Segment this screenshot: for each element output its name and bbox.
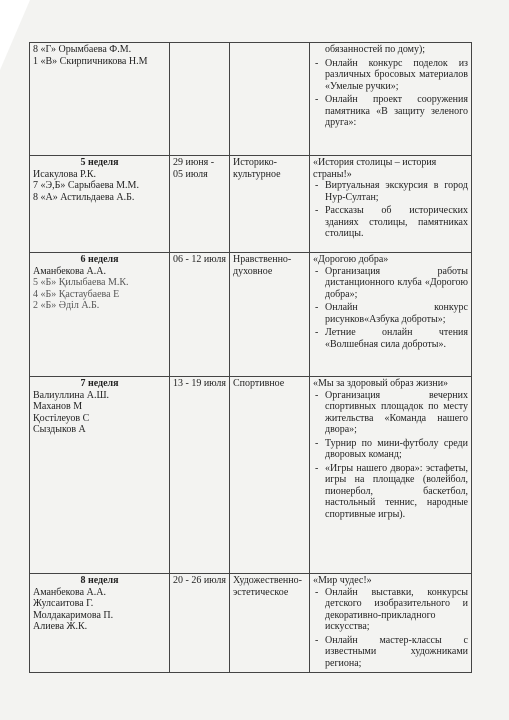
activity-item: - Онлайн мастер-классы с известными художниками региона;: [313, 635, 468, 670]
activities-cell: [310, 377, 472, 574]
dates-cell: [170, 43, 230, 156]
activity-item: - Летние онлайн чтения «Волшебная сила доброты».: [313, 327, 468, 350]
responsible-cell: [30, 574, 170, 673]
responsible-cell: [30, 156, 170, 253]
person-name: 1 «В» Скирпичникова Н.М: [33, 55, 148, 67]
table-row: [30, 156, 472, 253]
week-label: 5 неделя: [80, 157, 119, 168]
theme-title: «Дорогою добра»: [313, 254, 389, 265]
activity-item: - Онлайн выставки, конкурсы детского изобразительного и декоративно-прикладного искусства;: [313, 587, 468, 633]
responsible-cell: [30, 253, 170, 377]
dates-cell: 13 - 19 июля: [170, 377, 230, 574]
activities-cell: [310, 253, 472, 377]
theme-title: «Мы за здоровый образ жизни»: [313, 378, 449, 389]
direction-cell: [230, 43, 310, 156]
person-name: 8 «Г» Орымбаева Ф.М.: [33, 44, 132, 55]
responsible-cell: [30, 43, 170, 156]
activity-item: обязанностей по дому);: [325, 44, 426, 55]
person-name: Исакулова Р.К.: [33, 168, 96, 180]
week-label: 7 неделя: [80, 378, 119, 389]
activities-cell: [310, 43, 472, 156]
week-label: 8 неделя: [80, 575, 119, 586]
activity-item: - Онлайн конкурс рисунков«Азбука доброты»;: [313, 302, 468, 325]
week-label: 6 неделя: [80, 254, 119, 265]
table-row: [30, 253, 472, 377]
activities-cell: [310, 156, 472, 253]
person-name: Валиуллина А.Ш.: [33, 389, 110, 401]
person-name: Маханов М: [33, 401, 83, 412]
person-name: Аманбекова А.А.: [33, 586, 106, 598]
person-name: Жулсаитова Г.: [33, 598, 94, 609]
person-name: Аманбекова А.А.: [33, 265, 106, 277]
person-name: Сыздыков А: [33, 424, 86, 435]
direction-cell: Историко-культурное: [230, 156, 310, 253]
person-name: 5 «Б» Қилыбаева М.К.: [33, 277, 129, 288]
dates-cell: 06 - 12 июля: [170, 253, 230, 377]
activity-item: - Виртуальная экскурсия в город Нур-Султан;: [313, 180, 468, 203]
person-name: 7 «Э,Б» Сарыбаева М.М.: [33, 180, 139, 191]
direction-cell: Нравственно-духовное: [230, 253, 310, 377]
direction-cell: Спортивное: [230, 377, 310, 574]
summer-plan-table: [29, 42, 472, 673]
person-name: Молдакаримова П.: [33, 609, 114, 621]
theme-title: «Мир чудес!»: [313, 575, 372, 586]
activities-cell: [310, 574, 472, 673]
person-name: 8 «А» Астильдаева А.Б.: [33, 191, 135, 203]
activity-item: - Рассказы об исторических зданиях столицы, памятниках столицы.: [313, 205, 468, 240]
theme-title: «История столицы – история страны!»: [313, 157, 437, 180]
person-name: Алиева Ж.К.: [33, 621, 88, 632]
table-row: [30, 574, 472, 673]
activity-item: - Онлайн проект сооружения памятника «В защиту зеленого друга»:: [313, 94, 468, 129]
activity-item: - Организация вечерних спортивных площадок по месту жительства «Команда нашего двора»;: [313, 390, 468, 436]
person-name: Қостілеуов С: [33, 412, 90, 424]
activity-item: - Турнир по мини-футболу среди дворовых команд;: [313, 438, 468, 461]
table-row: [30, 43, 472, 156]
activity-item: - Онлайн конкурс поделок из различных бросовых материалов «Умелые ручки»;: [313, 58, 468, 93]
person-name: 4 «Б» Қастаубаева Е: [33, 288, 120, 300]
activity-item: - «Игры нашего двора»: эстафеты, игры на площадке (волейбол, пионербол, баскетбол, настольный теннис, народные спортивные игры).: [313, 463, 468, 521]
responsible-cell: [30, 377, 170, 574]
dates-cell: 29 июня - 05 июля: [170, 156, 230, 253]
person-name: 2 «Б» Әділ А.Б.: [33, 300, 100, 311]
direction-cell: Художественно-эстетическое: [230, 574, 310, 673]
activity-item: - Организация работы дистанционного клуба «Дорогою добра»;: [313, 266, 468, 301]
dates-cell: 20 - 26 июля: [170, 574, 230, 673]
table-row: [30, 377, 472, 574]
